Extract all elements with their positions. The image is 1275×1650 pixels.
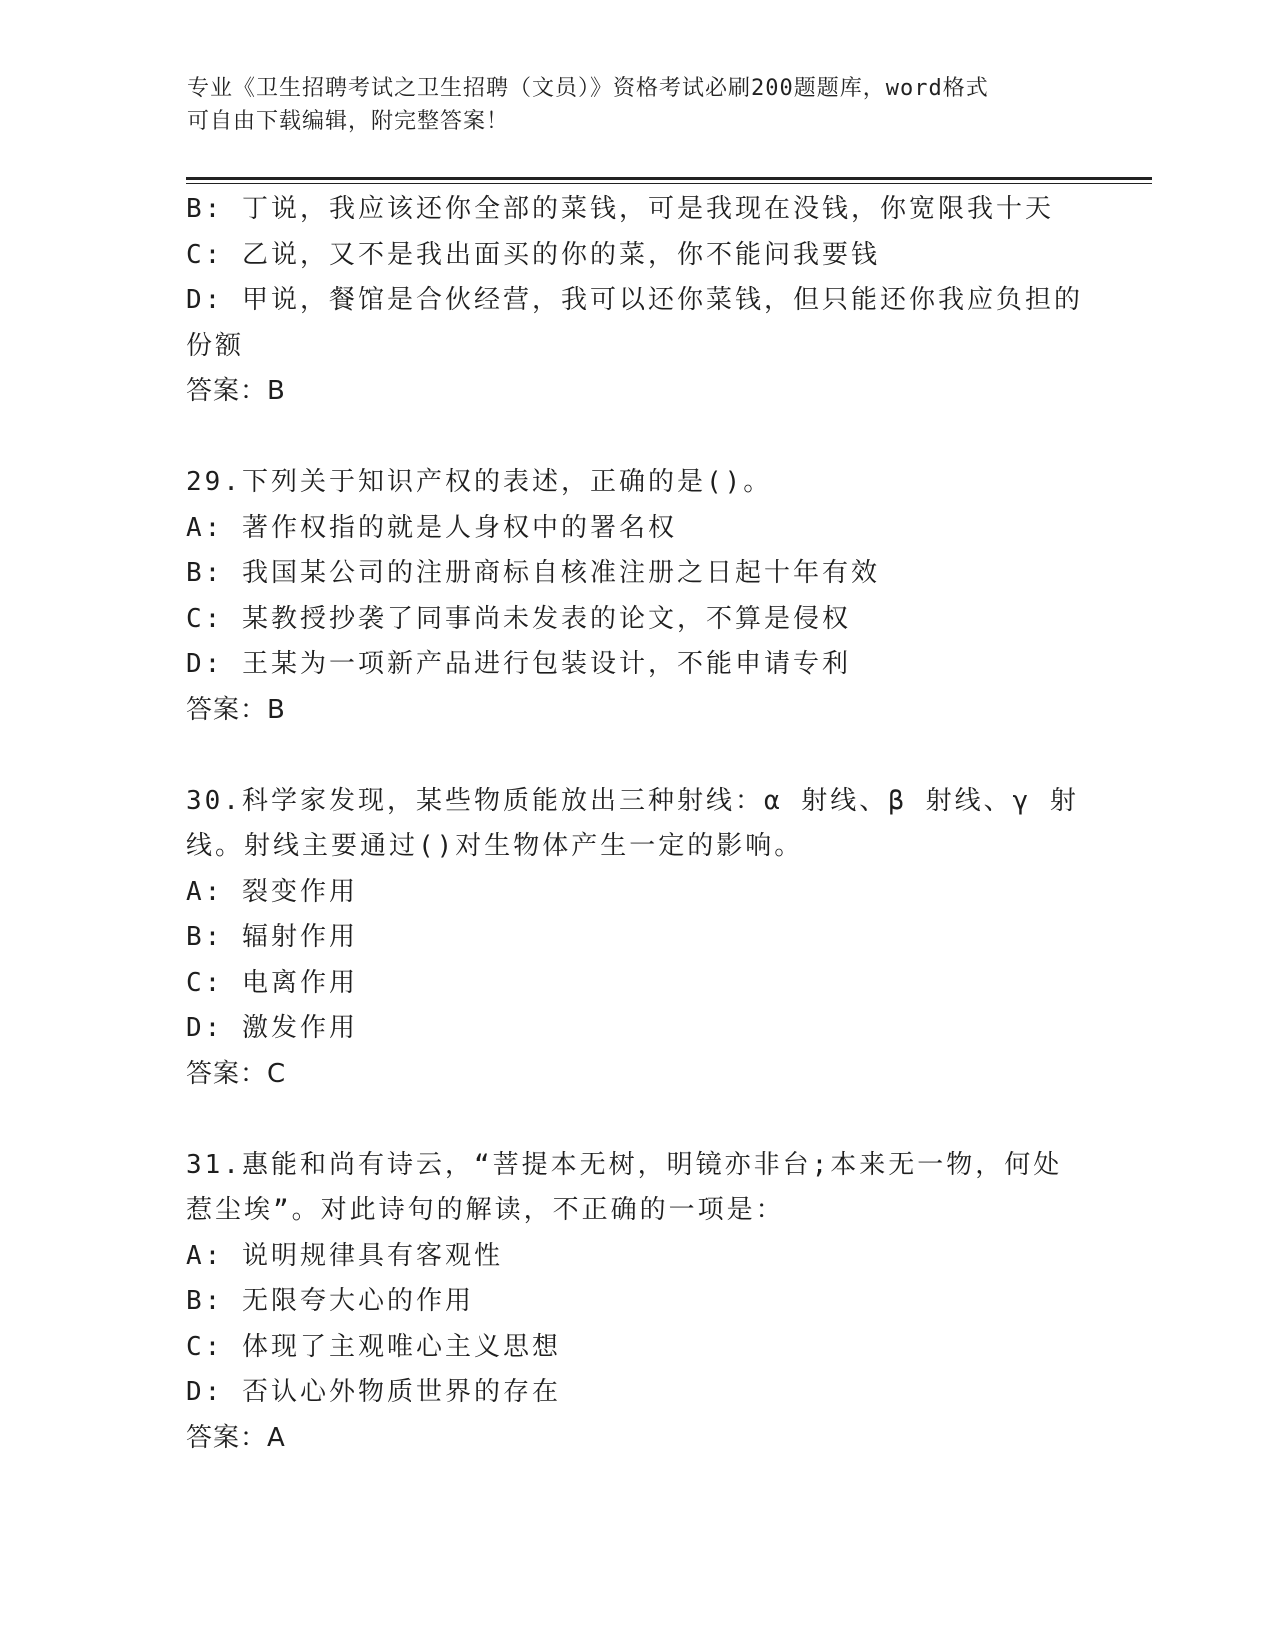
option-c: C: 体现了主观唯心主义思想 — [186, 1331, 561, 1362]
question-stem: 30.科学家发现，某些物质能放出三种射线：α 射线、β 射线、γ 射 — [186, 785, 1079, 816]
option-d-continued: 份额 — [186, 330, 245, 361]
option-d: D: 甲说，餐馆是合伙经营，我可以还你菜钱，但只能还你我应负担的 — [186, 285, 1083, 315]
option-a: A: 说明规律具有客观性 — [186, 1240, 503, 1271]
question-31 — [186, 1143, 1086, 1462]
header-divider-thin — [186, 183, 1152, 184]
header-title-line-1: 专业《卫生招聘考试之卫生招聘（文员）》资格考试必刷200题题库，word格式 — [187, 76, 989, 101]
option-d: D: 王某为一项新产品进行包装设计，不能申请专利 — [186, 649, 851, 679]
question-stem-continued: 线。射线主要通过()对生物体产生一定的影响。 — [186, 831, 804, 861]
answer: 答案：B — [186, 376, 286, 406]
spacer — [186, 733, 1086, 779]
spacer — [186, 1097, 1086, 1143]
question-stem: 29.下列关于知识产权的表述，正确的是()。 — [186, 467, 773, 497]
option-c: C: 某教授抄袭了同事尚未发表的论文，不算是侵权 — [186, 603, 851, 634]
question-29 — [186, 460, 1086, 733]
document-header — [187, 72, 1087, 138]
question-30 — [186, 779, 1086, 1098]
option-d: D: 激发作用 — [186, 1013, 358, 1043]
option-d: D: 否认心外物质世界的存在 — [186, 1377, 561, 1407]
question-stem: 31.惠能和尚有诗云，“菩提本无树，明镜亦非台;本来无一物，何处 — [186, 1149, 1063, 1180]
question-stem-continued: 惹尘埃”。对此诗句的解读，不正确的一项是： — [186, 1195, 785, 1225]
option-c: C: 电离作用 — [186, 967, 358, 998]
option-b: B: 无限夸大心的作用 — [186, 1286, 474, 1316]
option-b: B: 丁说，我应该还你全部的菜钱，可是我现在没钱，你宽限我十天 — [186, 194, 1054, 224]
option-a: A: 著作权指的就是人身权中的署名权 — [186, 512, 677, 543]
header-divider-thick — [186, 177, 1152, 180]
answer: 答案：A — [186, 1422, 286, 1453]
option-b: B: 辐射作用 — [186, 922, 358, 952]
option-b: B: 我国某公司的注册商标自核准注册之日起十年有效 — [186, 558, 880, 588]
option-a: A: 裂变作用 — [186, 876, 358, 907]
header-title-line-2: 可自由下载编辑，附完整答案！ — [187, 109, 510, 134]
option-c: C: 乙说，又不是我出面买的你的菜，你不能问我要钱 — [186, 239, 880, 270]
question-28-continued — [186, 187, 1086, 415]
spacer — [186, 415, 1086, 461]
answer: 答案：C — [186, 1058, 287, 1089]
question-list — [186, 187, 1086, 1461]
answer: 答案：B — [186, 694, 286, 725]
